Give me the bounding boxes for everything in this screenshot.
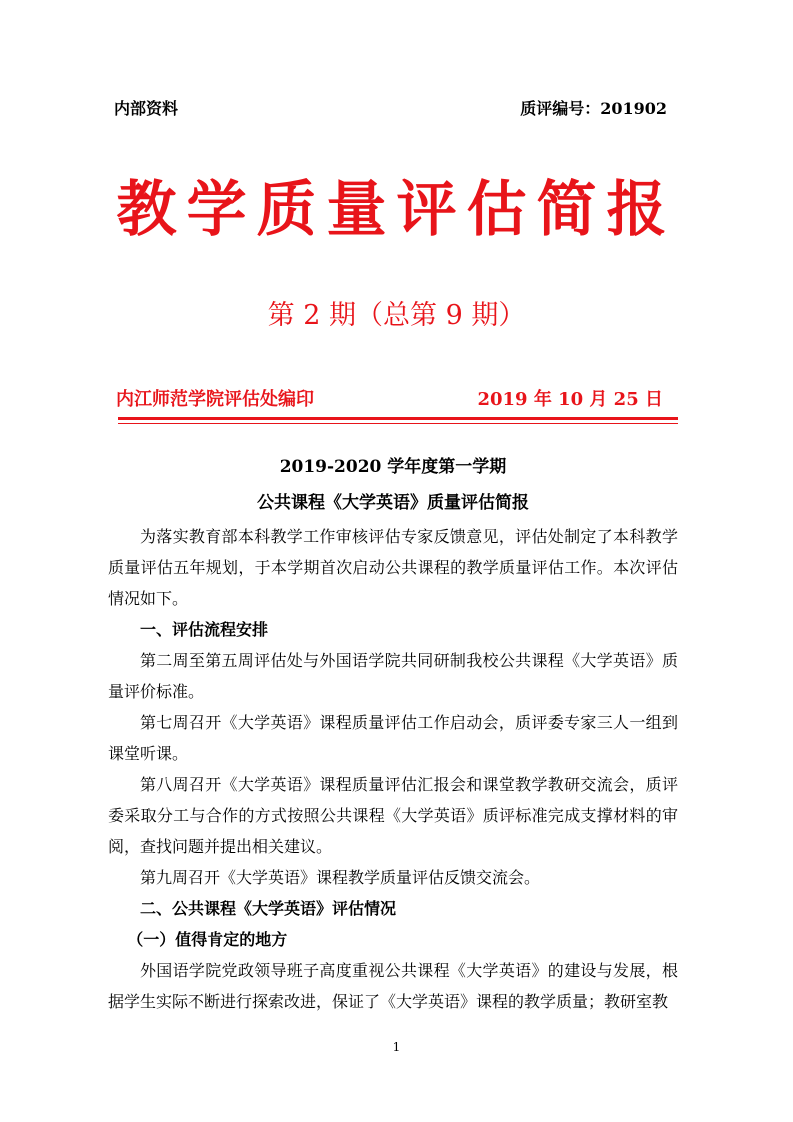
publish-date: 2019 年 10 月 25 日 [477, 389, 663, 410]
article-term: 2019-2020 学年度第一学期 [279, 457, 507, 477]
paragraph: 第七周召开《大学英语》课程质量评估工作启动会，质评委专家三人一组到课堂听课。 [108, 713, 678, 763]
header-row [114, 96, 667, 119]
paragraph: 第九周召开《大学英语》课程教学质量评估反馈交流会。 [140, 868, 541, 887]
masthead-title: 教学质量评估简报 [116, 175, 677, 245]
publisher-row [116, 385, 663, 411]
paragraph: 第八周召开《大学英语》课程质量评估汇报会和课堂教学教研交流会，质评委采取分工与合作的方式按照公共课程《大学英语》质评标准完成支撑材料的审阅，查找问题并提出相关建议。 [108, 775, 678, 856]
section-heading: 二、公共课程《大学英语》评估情况 [140, 899, 397, 918]
divider-thin [118, 423, 678, 424]
divider-thick [118, 417, 678, 420]
page-number: 1 [392, 1040, 401, 1054]
evaluation-number-label: 质评编号：201902 [520, 99, 667, 118]
article-body [108, 453, 678, 1017]
publisher-name: 内江师范学院评估处编印 [116, 389, 314, 410]
intro-paragraph: 为落实教育部本科教学工作审核评估专家反馈意见，评估处制定了本科教学质量评估五年规划，于本学期首次启动公共课程的教学质量评估工作。本次评估情况如下。 [108, 527, 678, 608]
section-heading: 一、评估流程安排 [140, 620, 269, 639]
internal-material-label: 内部资料 [114, 99, 179, 118]
article-title: 公共课程《大学英语》质量评估简报 [257, 493, 529, 513]
subsection-heading: （一）值得肯定的地方 [127, 930, 288, 949]
paragraph: 外国语学院党政领导班子高度重视公共课程《大学英语》的建设与发展，根据学生实际不断进行探索改进，保证了《大学英语》课程的教学质量；教研室教 [108, 961, 678, 1011]
issue-number: 第 2 期（总第 9 期） [267, 300, 526, 331]
paragraph: 第二周至第五周评估处与外国语学院共同研制我校公共课程《大学英语》质量评价标准。 [108, 651, 678, 701]
